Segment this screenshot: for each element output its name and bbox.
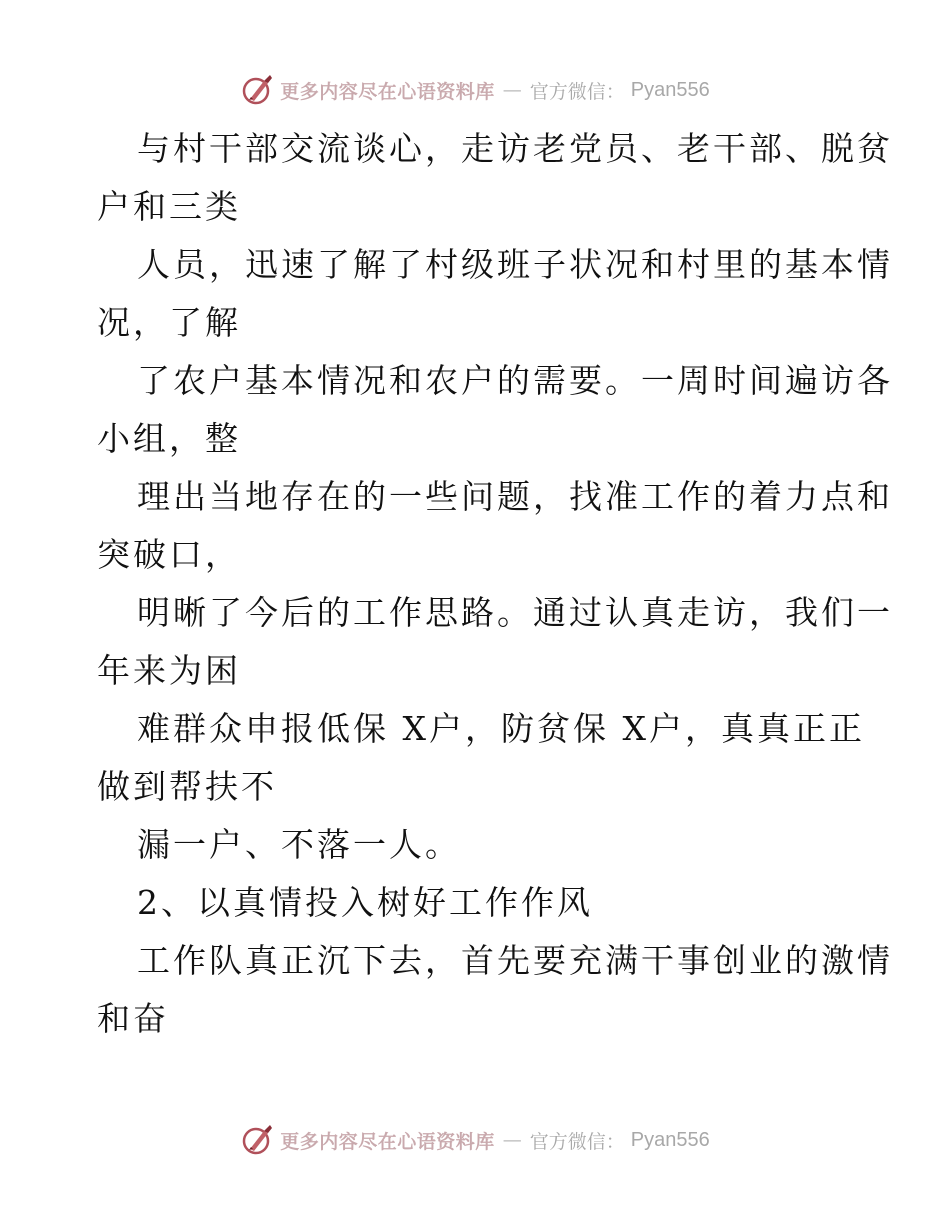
text-line: 年来为困 xyxy=(97,651,241,690)
header-banner-dash: — xyxy=(502,79,522,101)
footer-banner-wechat-label: 官方微信： xyxy=(529,1130,625,1153)
logo-pen-icon xyxy=(240,73,274,107)
header-banner-wechat-label: 官方微信： xyxy=(529,80,625,103)
text-line: 和奋 xyxy=(97,999,169,1038)
text-line: 况，了解 xyxy=(97,303,241,342)
text-line: 明晰了今后的工作思路。通过认真走访，我们一 xyxy=(137,593,893,632)
text-line: 户和三类 xyxy=(97,187,241,226)
logo-pen-icon xyxy=(240,1123,274,1157)
text-line: 理出当地存在的一些问题，找准工作的着力点和 xyxy=(137,477,893,516)
header-banner-wechat-id: Pyan556 xyxy=(630,78,710,101)
text-line: 突破口， xyxy=(97,535,241,574)
header-banner-title: 更多内容尽在心语资料库 xyxy=(280,80,495,103)
text-line: 工作队真正沉下去，首先要充满干事创业的激情 xyxy=(137,941,893,980)
text-line: 漏一户、不落一人。 xyxy=(137,825,461,864)
text-line: 人员，迅速了解了村级班子状况和村里的基本情 xyxy=(137,245,893,284)
header-banner-content xyxy=(240,73,710,107)
text-line: 难群众申报低保 X户，防贫保 X户，真真正正 xyxy=(137,709,865,748)
text-line: 小组，整 xyxy=(97,419,241,458)
document-body xyxy=(97,120,893,1048)
footer-banner xyxy=(0,1120,950,1160)
text-line: 与村干部交流谈心，走访老党员、老干部、脱贫 xyxy=(137,129,893,168)
header-banner xyxy=(0,70,950,110)
footer-banner-content xyxy=(240,1123,710,1157)
text-line: 了农户基本情况和农户的需要。一周时间遍访各 xyxy=(137,361,893,400)
footer-banner-wechat-id: Pyan556 xyxy=(630,1128,710,1151)
section-heading: 2、以真情投入树好工作作风 xyxy=(137,883,593,922)
footer-banner-title: 更多内容尽在心语资料库 xyxy=(280,1130,495,1153)
text-line: 做到帮扶不 xyxy=(97,767,277,806)
footer-banner-dash: — xyxy=(502,1129,522,1151)
